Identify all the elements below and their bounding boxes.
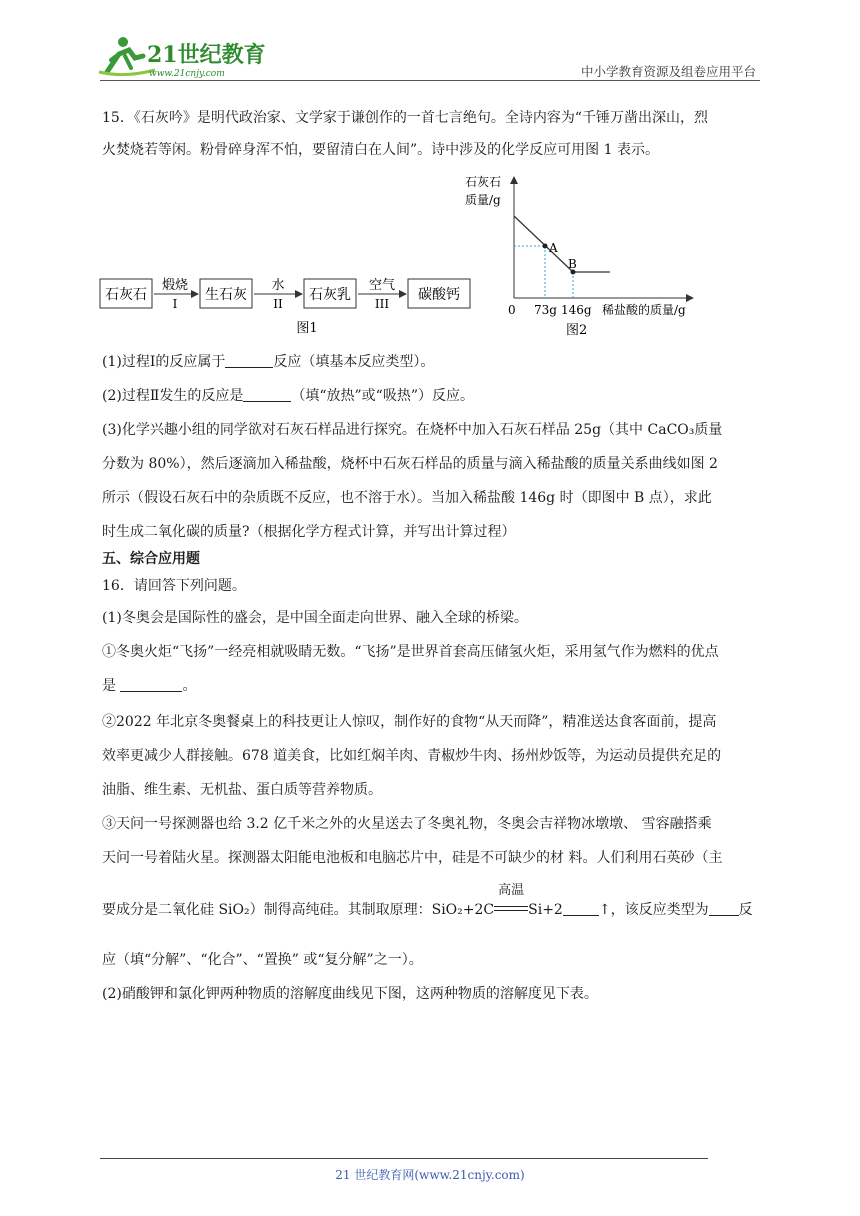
- q16-c2-line-1: ②2022 年北京冬奥餐桌上的科技更让人惊叹，制作好的食物“从天而降”，精准送达食客面前，提高: [102, 714, 717, 730]
- svg-text:空气: 空气: [368, 278, 396, 293]
- site-logo: [95, 32, 265, 80]
- q15-line-2: 火焚烧若等闲。粉骨碎身浑不怕，要留清白在人间”。诗中涉及的化学反应可用图 1 表示。: [102, 142, 659, 158]
- q15-sub3-line-3: 所示（假设石灰石中的杂质既不反应，也不溶于水）。当加入稀盐酸 146g 时（即图中 B 点），求此: [102, 490, 712, 506]
- q15-sub3-line-4: 时生成二氧化碳的质量?（根据化学方程式计算，并写出计算过程）: [102, 524, 516, 540]
- svg-text:21世纪教育: 21世纪教育: [147, 42, 265, 68]
- q16-c3-line-2: 天问一号着陆火星。探测器太阳能电池板和电脑芯片中，硅是不可缺少的材 料。人们利用石英砂（主: [102, 850, 723, 866]
- fig2-label-b: B: [568, 257, 577, 271]
- svg-text:煅烧: 煅烧: [161, 278, 189, 293]
- platform-name: 中小学教育资源及组卷应用平台: [580, 64, 756, 79]
- q16-c3-line-4: 应（填“分解”、“化合”、“置换” 或“复分解”之一）。: [102, 952, 423, 968]
- header-divider: [100, 80, 760, 81]
- flow-box-quicklime: [200, 279, 252, 308]
- q16-c2-line-2: 效率更减少人群接触。678 道美食，比如红焖羊肉、青椒炒牛肉、扬州炒饭等，为运动员提供充足的: [102, 748, 722, 764]
- q15-sub1: (1)过程Ⅰ的反应属于 反应（填基本反应类型）。: [102, 354, 435, 370]
- figure-1-caption: 图1: [296, 321, 318, 336]
- svg-text:生石灰: 生石灰: [205, 287, 247, 303]
- figure-2-caption: 图2: [566, 323, 588, 338]
- svg-text:III: III: [374, 297, 390, 311]
- answer-blank[interactable]: [563, 901, 599, 916]
- answer-blank[interactable]: [225, 353, 273, 368]
- q16-part2: (2)硝酸钾和氯化钾两种物质的溶解度曲线见下图，这两种物质的溶解度见下表。: [102, 986, 598, 1002]
- svg-text:碳酸钙: 碳酸钙: [418, 287, 460, 303]
- fig2-ylabel-2: 质量/g: [465, 193, 501, 207]
- equation-condition: 高温: [494, 903, 528, 917]
- q16-c3-line-3: 要成分是二氧化硅 SiO₂）制得高纯硅。其制取原理：SiO₂+2C 高温 Si+2 ↑，该反应类型为 反: [102, 883, 753, 918]
- q16-part1: (1)冬奥会是国际性的盛会，是中国全面走向世界、融入全球的桥梁。: [102, 610, 528, 626]
- q16-c3-line-1: ③天问一号探测器也给 3.2 亿千米之外的火星送去了冬奥礼物，冬奥会吉祥物冰墩墩、 雪容融搭乘: [102, 816, 712, 832]
- svg-text:水: 水: [271, 278, 285, 293]
- fig2-tick-146: 146g: [561, 303, 592, 317]
- figure-2: [460, 172, 710, 344]
- runner-logo-icon: [95, 32, 265, 80]
- q16-intro: 16．请回答下列问题。: [102, 578, 246, 594]
- q15-sub3-line-1: (3)化学兴趣小组的同学欲对石灰石样品进行探究。在烧杯中加入石灰石样品 25g（其中 CaCO₃质量: [102, 422, 723, 438]
- answer-blank[interactable]: [243, 387, 291, 402]
- q16-c2-line-3: 油脂、维生素、无机盐、蛋白质等营养物质。: [102, 782, 382, 798]
- answer-blank[interactable]: [120, 677, 182, 692]
- flow-arrow-2: [254, 277, 302, 311]
- flow-box-limestone: [100, 279, 152, 308]
- q16-c1-line-2: 是 。: [102, 678, 197, 694]
- fig2-tick-73: 73g: [534, 303, 557, 317]
- section-title: 五、综合应用题: [102, 551, 200, 567]
- footer-text: 21 世纪教育网(www.21cnjy.com): [335, 1168, 525, 1182]
- svg-text:II: II: [273, 297, 283, 311]
- fig2-ylabel-1: 石灰石: [465, 175, 502, 189]
- svg-text:I: I: [172, 297, 178, 311]
- svg-text:www.21cnjy.com: www.21cnjy.com: [149, 69, 225, 79]
- answer-blank[interactable]: [709, 901, 739, 916]
- flow-arrow-1: [154, 277, 198, 311]
- fig2-xlabel: 稀盐酸的质量/g: [602, 303, 686, 317]
- q15-sub3-line-2: 分数为 80%），然后逐滴加入稀盐酸，烧杯中石灰石样品的质量与滴入稀盐酸的质量关系曲线如图 2: [102, 456, 718, 472]
- svg-text:石灰石: 石灰石: [105, 287, 147, 303]
- q15-sub2: (2)过程Ⅱ发生的反应是 （填“放热”或“吸热”）反应。: [102, 388, 474, 404]
- footer-divider: [100, 1158, 708, 1159]
- figure-1: [98, 272, 473, 342]
- q15-line-1: 15．《石灰吟》是明代政治家、文学家于谦创作的一首七言绝句。全诗内容为“千锤万凿出深山，烈: [102, 110, 708, 126]
- fig2-point-a: [543, 244, 548, 249]
- fig2-label-a: A: [549, 241, 558, 255]
- q16-c1-line-1: ①冬奥火炬“飞扬”一经亮相就吸睛无数。“飞扬”是世界首套高压储氢火炬，采用氢气作为燃料的优点: [102, 644, 719, 660]
- flow-box-lime-milk: [304, 279, 356, 308]
- flow-arrow-3: [358, 277, 406, 311]
- fig2-origin: 0: [508, 303, 516, 317]
- svg-text:石灰乳: 石灰乳: [309, 287, 351, 303]
- chemical-equation: SiO₂+2C 高温 Si+2 ↑: [431, 883, 611, 918]
